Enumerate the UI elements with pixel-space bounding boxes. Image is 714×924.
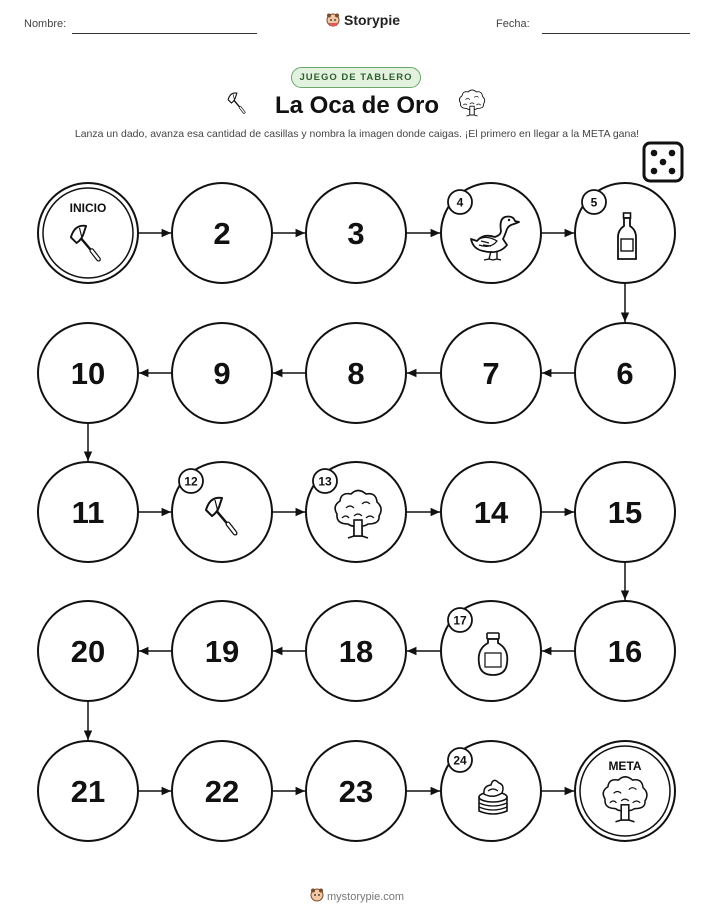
space-number: 21 [70,774,106,809]
space-number: 8 [347,356,365,391]
mascot-icon [310,888,324,902]
board-space-15 [575,462,675,562]
board-space-14 [441,462,541,562]
board-space-9 [172,323,272,423]
board-space-24 [441,741,541,841]
space-label: INICIO [69,201,107,215]
board-space-20 [38,601,138,701]
dice-five-icon [644,143,682,181]
board-space-13 [306,462,406,562]
board-space-12 [172,462,272,562]
tree-icon [459,90,484,116]
board-space-meta [575,741,675,841]
board-space-19 [172,601,272,701]
brand-name: Storypie [344,12,401,28]
board-space-22 [172,741,272,841]
instructions-text: Lanza un dado, avanza esa cantidad de casillas y nombra la imagen donde caigas. ¡El primero en llegar a la META gana! [74,128,640,140]
board-space-6 [575,323,675,423]
board-space-5 [575,183,675,283]
space-number: 22 [204,774,240,809]
board-space-inicio [38,183,138,283]
space-number: 12 [184,474,198,489]
space-label: META [608,759,642,773]
board-space-23 [306,741,406,841]
footer-url [0,888,714,903]
space-number: 2 [213,216,231,251]
board-space-8 [306,323,406,423]
space-number: 19 [204,634,240,669]
board-space-2 [172,183,272,283]
space-number: 15 [607,495,643,530]
board-space-10 [38,323,138,423]
board-space-18 [306,601,406,701]
space-number: 10 [70,356,106,391]
space-number: 16 [607,634,643,669]
board-space-11 [38,462,138,562]
board-spaces [38,183,675,841]
space-number: 24 [453,753,467,768]
game-type-badge: JUEGO DE TABLERO [291,67,421,88]
space-number: 9 [213,356,231,391]
footer-text: mystorypie.com [327,891,405,903]
board-space-3 [306,183,406,283]
space-number: 11 [71,495,105,530]
date-label: Fecha: [496,18,530,30]
space-number: 17 [453,613,467,628]
space-number: 18 [338,634,374,669]
space-circle [38,183,138,283]
axe-icon [228,93,245,113]
title-icons [228,90,485,116]
board-space-17 [441,601,541,701]
space-number: 3 [347,216,365,251]
space-number: 20 [70,634,106,669]
space-number: 4 [456,195,464,210]
board-space-7 [441,323,541,423]
page-title: La Oca de Oro [274,92,440,119]
space-number: 13 [318,474,332,489]
name-label: Nombre: [24,18,67,30]
board-space-16 [575,601,675,701]
board-space-21 [38,741,138,841]
space-number: 14 [473,495,509,530]
space-number: 23 [338,774,374,809]
space-number: 7 [482,356,500,391]
space-number: 6 [616,356,634,391]
space-number: 5 [590,195,598,210]
board-space-4 [441,183,541,283]
